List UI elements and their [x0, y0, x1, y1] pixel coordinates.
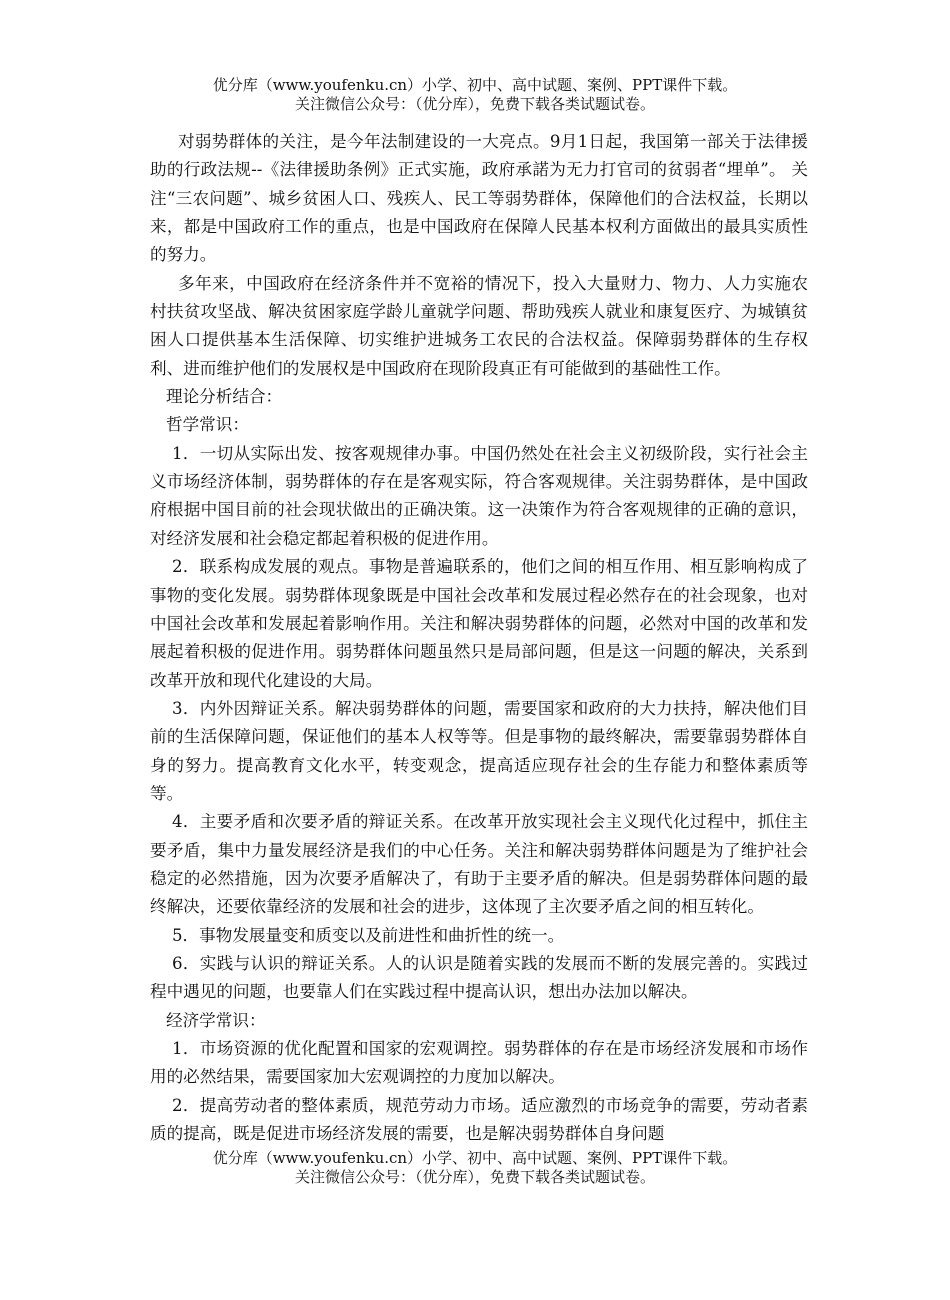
page-header	[0, 76, 950, 114]
philosophy-item-1: 1．一切从实际出发、按客观规律办事。中国仍然处在社会主义初级阶段，实行社会主义市场经济体制，弱势群体的存在是客观实际，符合客观规律。关注弱势群体，是中国政府根据中国目前的社会现状做出的正确决策。这一决策作为符合客观规律的正确的意识，对经济发展和社会稳定都起着积极的促进作用。	[150, 443, 808, 548]
economics-item-1: 1．市场资源的优化配置和国家的宏观调控。弱势群体的存在是市场经济发展和市场作用的必然结果，需要国家加大宏观调控的力度加以解决。	[150, 1039, 808, 1087]
philosophy-item-4: 4．主要矛盾和次要矛盾的辩证关系。在改革开放实现社会主义现代化过程中，抓住主要矛盾，集中力量发展经济是我们的中心任务。关注和解决弱势群体问题是为了维护社会稳定的必然措施，因为次要矛盾解决了，有助于主要矛盾的解决。但是弱势群体问题的最终解决，还要依靠经济的发展和社会的进步，这体现了主次要矛盾之间的相互转化。	[150, 812, 808, 917]
theory-heading: 理论分析结合：	[166, 387, 283, 407]
intro-paragraph-2: 多年来，中国政府在经济条件并不宽裕的情况下，投入大量财力、物力、人力实施农村扶贫攻坚战、解决贫困家庭学龄儿童就学问题、帮助残疾人就业和康复医疗、为城镇贫困人口提供基本生活保障、切实维护进城务工农民的合法权益。保障弱势群体的生存权利、进而维护他们的发展权是中国政府在现阶段真正有可能做到的基础性工作。	[150, 273, 808, 378]
philosophy-item-3: 3．内外因辩证关系。解决弱势群体的问题，需要国家和政府的大力扶持，解决他们目前的生活保障问题，保证他们的基本人权等等。但是事物的最终解决，需要靠弱势群体自身的努力。提高教育文化水平，转变观念，提高适应现存社会的生存能力和整体素质等等。	[150, 698, 808, 803]
page-footer	[0, 1149, 950, 1187]
document-body	[150, 128, 808, 1148]
intro-paragraph-1: 对弱势群体的关注，是今年法制建设的一大亮点。9月1日起，我国第一部关于法律援助的行政法规--《法律援助条例》正式实施，政府承諾为无力打官司的贫弱者“埋单”。 关注“三农问题”、城乡贫困人口、残疾人、民工等弱势群体，保障他们的合法权益，长期以来，都是中国政府工作的重点，也是中国政府在保障人民基本权利方面做出的最具实质性的努力。	[150, 132, 808, 265]
philosophy-item-6: 6．实践与认识的辩证关系。人的认识是随着实践的发展而不断的发展完善的。实践过程中遇见的问题，也要靠人们在实践过程中提高认识，想出办法加以解决。	[150, 953, 808, 1002]
header-line-1: 优分库（www.youfenku.cn）小学、初中、高中试题、案例、PPT课件下载。	[212, 76, 738, 94]
economics-heading: 经济学常识：	[166, 1010, 266, 1030]
economics-item-2: 2．提高劳动者的整体素质，规范劳动力市场。适应激烈的市场竞争的需要，劳动者素质的提高，既是促进市场经济发展的需要，也是解决弱势群体自身问题	[150, 1095, 808, 1144]
footer-line-2: 关注微信公众号：（优分库），免费下载各类试题试卷。	[294, 1168, 655, 1186]
philosophy-item-5: 5．事物发展量变和质变以及前进性和曲折性的统一。	[172, 925, 565, 945]
philosophy-heading: 哲学常识：	[166, 415, 249, 435]
philosophy-item-2: 2．联系构成发展的观点。事物是普遍联系的，他们之间的相互作用、相互影响构成了事物的变化发展。弱势群体现象既是中国社会改革和发展过程必然存在的社会现象，也对中国社会改革和发展起着影响作用。关注和解决弱势群体的问题，必然对中国的改革和发展起着积极的促进作用。弱势群体问题虽然只是局部问题，但是这一问题的解决，关系到改革开放和现代化建设的大局。	[150, 557, 808, 690]
footer-line-1: 优分库（www.youfenku.cn）小学、初中、高中试题、案例、PPT课件下载。	[212, 1149, 738, 1167]
header-line-2: 关注微信公众号：（优分库），免费下载各类试题试卷。	[294, 95, 655, 113]
